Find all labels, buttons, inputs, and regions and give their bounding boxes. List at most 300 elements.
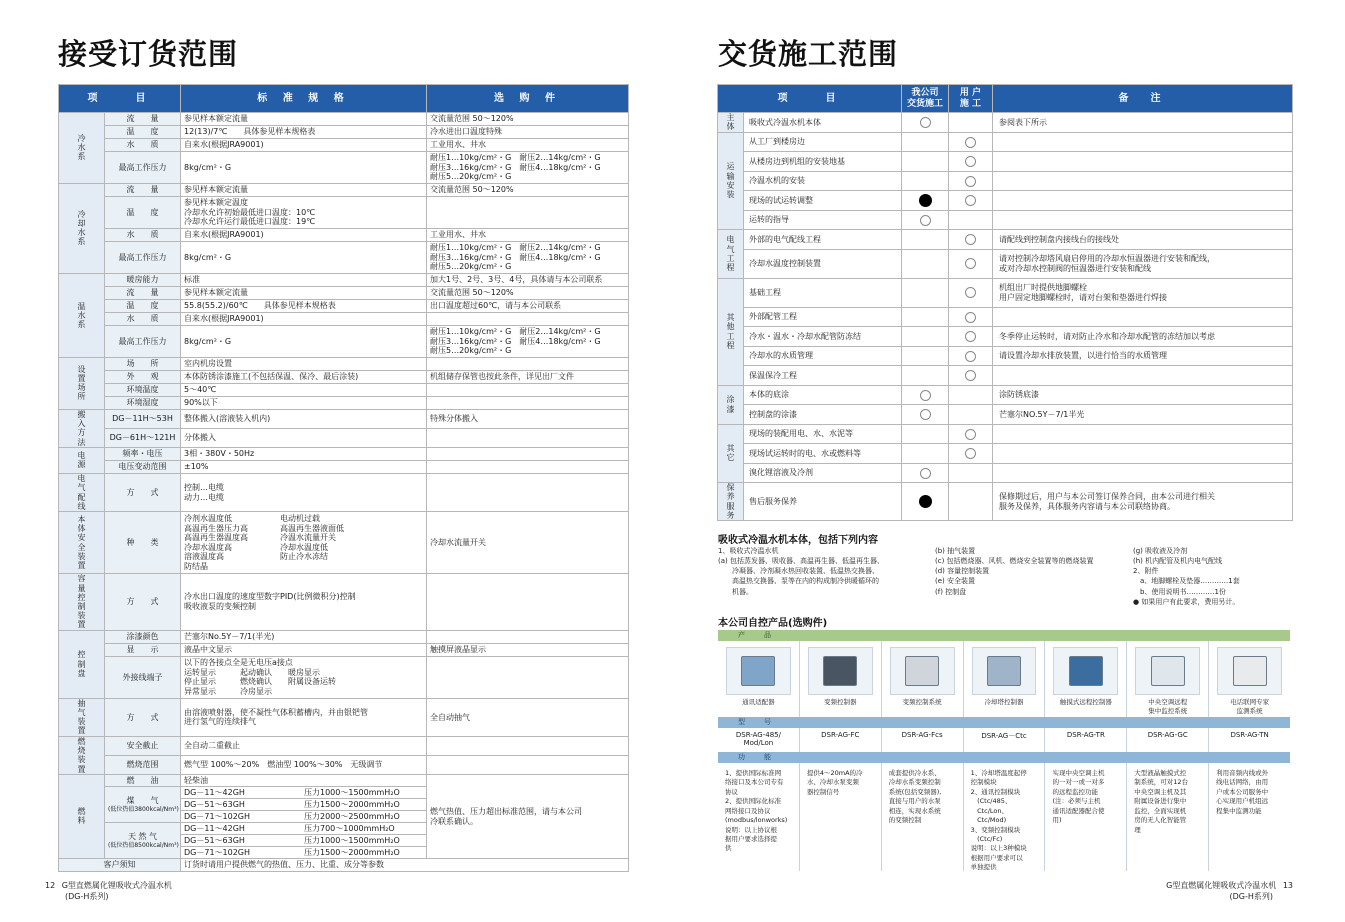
product-cell (1045, 641, 1127, 717)
group-label-text: 燃料 (77, 807, 86, 826)
scope-row (718, 171, 1293, 191)
option-value: 冷却水流量开关 (427, 512, 629, 574)
spec-row (59, 859, 629, 872)
group-label (59, 448, 105, 474)
circle-mark-icon (920, 468, 931, 479)
group-label (718, 132, 744, 230)
remark-value (993, 191, 1293, 211)
group-label-text: 运输安装 (726, 162, 735, 200)
product-model: DSR-AG-TN (1230, 731, 1269, 739)
spec-row (59, 184, 629, 197)
group-label-text: 电气工程 (726, 235, 735, 273)
scope-row (718, 230, 1293, 250)
spec-row (59, 448, 629, 461)
header-item: 项 目 (59, 85, 181, 113)
company-mark (902, 278, 949, 307)
gas-model: DG－51～63GH (184, 799, 245, 809)
circle-mark-icon (965, 351, 976, 362)
sub-item-label: 流 量 (105, 113, 181, 126)
body-contents-col1: 1、吸收式冷温水机 (a) 包括蒸发器、吸收器、高温再生器、低温再生器、 冷凝器、冷剂凝水热回收装置、低温热交换器、 高温热交换器、泵等在内的构成制冷供暖循环的 机器。 (718, 547, 884, 596)
scope-row (718, 405, 1293, 425)
product-model: DSR-AG-Fcs (882, 728, 964, 752)
sub-item-label: 显 示 (105, 643, 181, 656)
page-title-order-scope: 接受订货范围 (58, 37, 239, 71)
standard-spec-value: 自来水(根据JRA9001) (181, 229, 427, 242)
scope-row (718, 249, 1293, 278)
gas-heat-value: (低位热值8500kcal/Nm³) (108, 841, 179, 849)
gas-heat-value: (低位热值3800kcal/Nm³) (108, 805, 179, 813)
product-name: 触摸式远程控制器 (1059, 698, 1112, 706)
product-name: 中央空调远程 集中监控系统 (1148, 698, 1188, 715)
remark-value (993, 210, 1293, 230)
gas-model: DG－11～42GH (184, 787, 245, 797)
option-value: 加大1号、2号、3号、4号，具体请与本公司联系 (427, 274, 629, 287)
option-value: 出口温度超过60℃，请与本公司联系 (427, 300, 629, 313)
user-mark (949, 366, 993, 386)
sub-item-label: 安全截止 (105, 737, 181, 756)
remark-value (993, 307, 1293, 327)
standard-spec-value: 室内机房设置 (181, 358, 427, 371)
sub-item-label: 环境温度 (105, 384, 181, 397)
standard-spec-value: 参见样本额定流量 (181, 184, 427, 197)
right-footer (1166, 880, 1297, 902)
remark-value: 请对控制冷却塔风扇启停用的冷却水恒温器进行安装和配线， 或对冷却水控制阀的恒温器进行安装和配线 (993, 249, 1293, 278)
sub-item-label: 流 量 (105, 287, 181, 300)
circle-mark-icon (920, 117, 931, 128)
standard-spec-value: 冷水出口温度的速度型数字PID(比例微积分)控制 吸收液泵的变频控制 (181, 574, 427, 631)
standard-spec-value: 3相・380V・50Hz (181, 448, 427, 461)
sub-item-label: 温 度 (105, 300, 181, 313)
scope-item-label: 外部配管工程 (744, 307, 902, 327)
standard-spec-value: 参见样本额定流量 (181, 113, 427, 126)
spec-row (59, 326, 629, 358)
circle-mark-icon (920, 409, 931, 420)
company-mark (902, 327, 949, 347)
body-contents-title: 吸收式冷温水机本体，包括下列内容 (718, 535, 878, 546)
sub-item-label: 温 度 (105, 197, 181, 229)
company-mark (902, 307, 949, 327)
user-mark (949, 307, 993, 327)
remark-value: 保修期过后，用户与本公司签订保养合同，由本公司进行相关 服务及保养，具体服务内容请与本公司联络协商。 (993, 483, 1293, 521)
user-mark (949, 346, 993, 366)
group-label-text: 涂漆 (726, 395, 735, 414)
scope-row (718, 210, 1293, 230)
scope-item-label: 冷却水温度控制装置 (744, 249, 902, 278)
spec-row (59, 274, 629, 287)
scope-item-label: 基础工程 (744, 278, 902, 307)
option-value (427, 384, 629, 397)
band-function: 功 能 (718, 752, 1290, 763)
group-label (59, 737, 105, 775)
circle-mark-icon (965, 176, 976, 187)
option-value: 燃气热值、压力超出标准范围，请与本公司 冷联系确认。 (427, 775, 629, 859)
gas-model-pressure (181, 847, 427, 859)
company-mark (902, 444, 949, 464)
option-value (427, 461, 629, 474)
product-cell (1209, 641, 1290, 717)
spec-row (59, 300, 629, 313)
sub-item-label: 水 质 (105, 229, 181, 242)
remark-value (993, 444, 1293, 464)
option-value (427, 448, 629, 461)
spec-row (59, 197, 629, 229)
filled-dot-icon (919, 194, 932, 207)
header-user: 用 户 施 工 (949, 85, 993, 113)
product-name: 电话联网专家 监测系统 (1230, 698, 1270, 715)
spec-row (59, 474, 629, 512)
sub-item-label: 燃 油 (105, 775, 181, 787)
group-label-text: 控制盘 (77, 650, 86, 678)
remark-value (993, 171, 1293, 191)
circle-mark-icon (965, 195, 976, 206)
spec-row (59, 656, 629, 698)
page-number: 12 (45, 881, 56, 890)
sub-item-label: 种 类 (105, 512, 181, 574)
group-label-text: 电气配线 (77, 474, 86, 511)
circle-mark-icon (965, 156, 976, 167)
circle-mark-icon (965, 137, 976, 148)
left-page (0, 0, 672, 922)
option-value: 工业用水、井水 (427, 229, 629, 242)
group-label-text: 抽气装置 (77, 698, 86, 736)
option-value (427, 197, 629, 229)
product-name: 变频控制器 (824, 698, 857, 706)
spec-row (59, 397, 629, 410)
company-mark (902, 152, 949, 172)
option-value (427, 358, 629, 371)
standard-spec-value: 8kg/cm²・G (181, 242, 427, 274)
scope-item-label: 冷却水的水质管理 (744, 346, 902, 366)
option-value: 工业用水、井水 (427, 139, 629, 152)
gas-pressure: 压力1500～2000mmH₂O (304, 799, 400, 809)
group-label (718, 385, 744, 424)
standard-spec-value: 5～40℃ (181, 384, 427, 397)
product-cell (882, 641, 964, 717)
scope-item-label: 外部的电气配线工程 (744, 230, 902, 250)
group-label-text: 主体 (726, 113, 735, 132)
products-table (718, 630, 1290, 871)
customer-notice-value: 订货时请用户提供燃气的热值、压力、比重、成分等参数 (181, 859, 629, 872)
sub-item-label: 外 观 (105, 371, 181, 384)
remark-value: 请设置冷却水排放装置，以进行恰当的水质管理 (993, 346, 1293, 366)
company-mark (902, 230, 949, 250)
scope-item-label: 本体的底涂 (744, 385, 902, 405)
standard-spec-value: 控制…电缆 动力…电缆 (181, 474, 427, 512)
remark-value: 参阅表下所示 (993, 113, 1293, 133)
user-mark (949, 191, 993, 211)
scope-item-label: 从楼房边到机组的安装地基 (744, 152, 902, 172)
remark-value (993, 152, 1293, 172)
standard-spec-value: 分体搬入 (181, 429, 427, 448)
user-mark (949, 210, 993, 230)
sub-item-label: 环境湿度 (105, 397, 181, 410)
remark-value: 芒塞尔NO.5Y－7/1半光 (993, 405, 1293, 425)
gas-model-pressure (181, 823, 427, 835)
standard-spec-value: 90%以下 (181, 397, 427, 410)
band-product: 产 品 (718, 630, 1290, 641)
filled-dot-icon (919, 495, 932, 508)
series-name: G型直燃属化锂吸收式冷温水机 (1166, 881, 1277, 890)
user-mark (949, 424, 993, 444)
company-mark (902, 191, 949, 211)
option-value: 交流量范围 50～120% (427, 184, 629, 197)
sub-item-label: 方 式 (105, 574, 181, 631)
group-label (718, 230, 744, 279)
remark-value: 冬季停止运转时，请对防止冷水和冷却水配管的冻结加以考虑 (993, 327, 1293, 347)
sub-item-label: 外接线端子 (105, 656, 181, 698)
product-image-icon (890, 647, 955, 695)
option-value (427, 656, 629, 698)
product-model: DSR-AG-485/ Mod/Lon (718, 728, 800, 752)
remark-value (993, 424, 1293, 444)
product-model: DSR-AG-FC (800, 728, 882, 752)
product-function: 利用音频内线或外 线电话网络，由用 户或本公司服务中 心实现用户机组远 程集中监测功能 (1216, 769, 1269, 815)
gas-pressure: 压力1000～1500mmH₂O (304, 835, 400, 845)
option-value: 耐压1…10kg/cm²・G 耐压2…14kg/cm²・G 耐压3…16kg/cm²・G 耐压4…18kg/cm²・G 耐压5…20kg/cm²・G (427, 242, 629, 274)
company-mark (902, 132, 949, 152)
group-label-text: 保养服务 (726, 483, 735, 520)
product-name: 变频控制系统 (902, 698, 942, 706)
scope-row (718, 327, 1293, 347)
user-mark (949, 171, 993, 191)
product-image-icon (808, 647, 873, 695)
group-label-text: 燃烧装置 (77, 737, 86, 774)
remark-value: 请配线到控制盘内接线台的接线处 (993, 230, 1293, 250)
product-cell (800, 641, 882, 717)
scope-row (718, 444, 1293, 464)
scope-row (718, 113, 1293, 133)
gas-model-pressure (181, 835, 427, 847)
gas-type-label (105, 823, 181, 859)
company-mark (902, 249, 949, 278)
body-contents-col2: (b) 抽气装置 (c) 包括燃烧器、风机、燃烧安全装置等的燃烧装置 (d) 容量控制装置 (e) 安全装置 (f) 控制盘 (935, 547, 1094, 596)
sub-item-label: 涂漆颜色 (105, 630, 181, 643)
product-function: 实现中央空调主机 的一对一或一对多 的远程监控功能 (注：必须与主机 通讯适配器配合使 用) (1045, 763, 1127, 871)
product-image-icon (1053, 647, 1118, 695)
company-mark (902, 366, 949, 386)
spec-row (59, 775, 629, 787)
gas-model-pressure (181, 799, 427, 811)
header-item: 项 目 (718, 85, 902, 113)
circle-mark-icon (965, 287, 976, 298)
gas-model: DG－51～63GH (184, 835, 245, 845)
standard-spec-value: 液晶中文显示 (181, 643, 427, 656)
standard-spec-value: 12(13)/7℃ 具体参见样本规格表 (181, 126, 427, 139)
group-label-text: 其他工程 (726, 313, 735, 350)
spec-row (59, 429, 629, 448)
group-label-text: 设置场所 (77, 364, 86, 402)
sub-item-label: 温 度 (105, 126, 181, 139)
scope-row (718, 278, 1293, 307)
scope-item-label: 保温保冷工程 (744, 366, 902, 386)
company-mark (902, 346, 949, 366)
body-contents-col3: (g) 吸收液及冷剂 (h) 机内配管及机内电气配线 2、附件 a、地脚螺栓及垫器…………1套 b、使用说明书…………1份 ● 如果用户有此要求，费用另计。 (1133, 547, 1240, 606)
spec-row (59, 643, 629, 656)
delivery-scope-table (717, 84, 1293, 521)
header-options: 选 购 件 (427, 85, 629, 113)
product-cell (1127, 641, 1209, 717)
remark-value (993, 463, 1293, 483)
user-mark (949, 483, 993, 521)
scope-item-label: 冷水・温水・冷却水配管防冻结 (744, 327, 902, 347)
products-title: 本公司自控产品(选购件) (718, 618, 828, 629)
group-label-text: 搬入方法 (77, 410, 86, 447)
product-function: 提供4～20mA的冷 水、冷却水泵变频 器控制信号 (800, 763, 882, 871)
sub-item-label: DG－11H～53H (105, 410, 181, 429)
gas-pressure: 压力700～1000mmH₂O (304, 823, 395, 833)
sub-item-label: 频率・电压 (105, 448, 181, 461)
scope-row (718, 385, 1293, 405)
circle-mark-icon (920, 390, 931, 401)
product-function: 大型液晶触摸式控 制系统，可对12台 中央空调主机及其 附属设备进行集中 监控，全面实现机 房的无人化智能管 理 (1127, 763, 1209, 871)
user-mark (949, 152, 993, 172)
gas-type-label (105, 787, 181, 823)
scope-row (718, 307, 1293, 327)
option-value (427, 397, 629, 410)
standard-spec-value: 整体搬入(溶液装入机内) (181, 410, 427, 429)
group-label-text: 温水系 (77, 301, 86, 329)
product-model: DSR-AG－Ctc (964, 728, 1046, 752)
company-mark (902, 171, 949, 191)
option-value: 机组储存保管也按此条件，详见出厂文件 (427, 371, 629, 384)
gas-pressure: 压力1500～2000mmH₂O (304, 847, 400, 857)
spec-row (59, 113, 629, 126)
group-label (59, 775, 105, 859)
circle-mark-icon (965, 429, 976, 440)
spec-row (59, 152, 629, 184)
header-company: 我公司 交货施工 (902, 85, 949, 113)
remark-value: 涂防锈底漆 (993, 385, 1293, 405)
gas-pressure: 压力2000～2500mmH₂O (304, 811, 400, 821)
spec-row (59, 229, 629, 242)
scope-item-label: 现场的装配用电、水、水泥等 (744, 424, 902, 444)
circle-mark-icon (965, 234, 976, 245)
group-label (718, 424, 744, 483)
scope-item-label: 运转的指导 (744, 210, 902, 230)
standard-spec-value: 由溶液喷射器，使不凝性气体积蓄槽内，并由银钯管 进行氢气的连续排气 (181, 698, 427, 736)
option-value: 冷水进出口温度特殊 (427, 126, 629, 139)
spec-row (59, 139, 629, 152)
standard-spec-value: 参见样本额定温度 冷却水允许初始最低进口温度：10℃ 冷却水允许运行最低进口温度：19℃ (181, 197, 427, 229)
standard-spec-value: 本体防锈涂漆施工(不包括保温、保冷、最后涂装) (181, 371, 427, 384)
standard-spec-value: 自来水(根据JRA9001) (181, 313, 427, 326)
scope-item-label: 吸收式冷温水机本体 (744, 113, 902, 133)
company-mark (902, 405, 949, 425)
product-function: 1、冷却塔温度起停 控制模块 2、通讯控制模块 (Ctc/485、 Ctc/Lon、 Ctc/Mod) 3、变频控制模块 (Ctc/Fc) 说明：以上3种模块 根据用户要求可以 单独提供 (964, 763, 1046, 871)
user-mark (949, 249, 993, 278)
product-function: 1、提供国际标准网 络接口及本公司专有 协议 2、提供国际化标准 网络接口及协议 (modbus/lonworks) 说明：以上协议根 据用户要求选择提 供 (718, 763, 800, 871)
spec-row (59, 358, 629, 371)
spec-row (59, 756, 629, 775)
scope-item-label: 冷温水机的安装 (744, 171, 902, 191)
series-model: (DG-H系列) (1229, 892, 1273, 901)
spec-row (59, 698, 629, 736)
option-value (427, 429, 629, 448)
product-image-icon (1135, 647, 1200, 695)
sub-item-label: 流 量 (105, 184, 181, 197)
gas-model: DG－71～102GH (184, 847, 251, 857)
scope-item-label: 现场的试运转调整 (744, 191, 902, 211)
spec-row (59, 410, 629, 429)
spec-row (59, 371, 629, 384)
standard-spec-value: ±10% (181, 461, 427, 474)
sub-item-label: 方 式 (105, 698, 181, 736)
standard-spec-value: 轻柴油 (181, 775, 427, 787)
scope-item-label: 从工厂到楼房边 (744, 132, 902, 152)
group-label (718, 483, 744, 521)
option-value: 交流量范围 50～120% (427, 287, 629, 300)
option-value: 耐压1…10kg/cm²・G 耐压2…14kg/cm²・G 耐压3…16kg/cm²・G 耐压4…18kg/cm²・G 耐压5…20kg/cm²・G (427, 326, 629, 358)
product-model: DSR-AG-GC (1127, 728, 1209, 752)
gas-model: DG－11～42GH (184, 823, 245, 833)
group-label (59, 574, 105, 631)
scope-row (718, 152, 1293, 172)
group-label-text: 容量控制装置 (77, 574, 86, 630)
scope-row (718, 132, 1293, 152)
standard-spec-value: 参见样本额定流量 (181, 287, 427, 300)
user-mark (949, 385, 993, 405)
circle-mark-icon (965, 331, 976, 342)
header-remarks: 备 注 (993, 85, 1293, 113)
gas-pressure: 压力1000～1500mmH₂O (304, 787, 400, 797)
spec-row (59, 737, 629, 756)
group-label (718, 278, 744, 385)
sub-item-label: 暖房能力 (105, 274, 181, 287)
sub-item-label: 最高工作压力 (105, 326, 181, 358)
band-model: 型 号 (718, 717, 1290, 728)
standard-spec-value: 标准 (181, 274, 427, 287)
group-label-text: 冷水系 (77, 134, 86, 162)
spec-row (59, 574, 629, 631)
spec-row (59, 242, 629, 274)
product-image-icon (972, 647, 1037, 695)
sub-item-label: 方 式 (105, 474, 181, 512)
page-number: 13 (1282, 881, 1293, 890)
spec-row (59, 287, 629, 300)
standard-spec-value: 8kg/cm²・G (181, 326, 427, 358)
remark-value (993, 132, 1293, 152)
user-mark (949, 230, 993, 250)
group-label-text: 电源 (77, 451, 86, 470)
group-label (59, 358, 105, 410)
sub-item-label: 最高工作压力 (105, 242, 181, 274)
company-mark (902, 483, 949, 521)
page-title-delivery-scope: 交货施工范围 (718, 37, 899, 71)
sub-item-label: 水 质 (105, 313, 181, 326)
series-name: G型直燃属化锂吸收式冷温水机 (61, 881, 172, 890)
user-mark (949, 278, 993, 307)
circle-mark-icon (920, 215, 931, 226)
standard-spec-value: 55.8(55.2)/60℃ 具体参见样本规格表 (181, 300, 427, 313)
circle-mark-icon (965, 258, 976, 269)
group-label-text: 冷却水系 (77, 209, 86, 247)
spec-row (59, 384, 629, 397)
scope-row (718, 463, 1293, 483)
spec-row (59, 126, 629, 139)
remark-value: 机组出厂时提供地脚螺栓 用户固定地脚螺栓时，请对台架和垫器进行焊接 (993, 278, 1293, 307)
group-label-text: 其它 (726, 444, 735, 463)
scope-item-label: 控制盘的涂漆 (744, 405, 902, 425)
order-scope-table (58, 84, 629, 872)
scope-row (718, 483, 1293, 521)
option-value (427, 474, 629, 512)
group-label (59, 512, 105, 574)
product-cell (964, 641, 1046, 717)
group-label (59, 474, 105, 512)
standard-spec-value: 自来水(根据JRA9001) (181, 139, 427, 152)
company-mark (902, 385, 949, 405)
option-value: 触摸屏液晶显示 (427, 643, 629, 656)
